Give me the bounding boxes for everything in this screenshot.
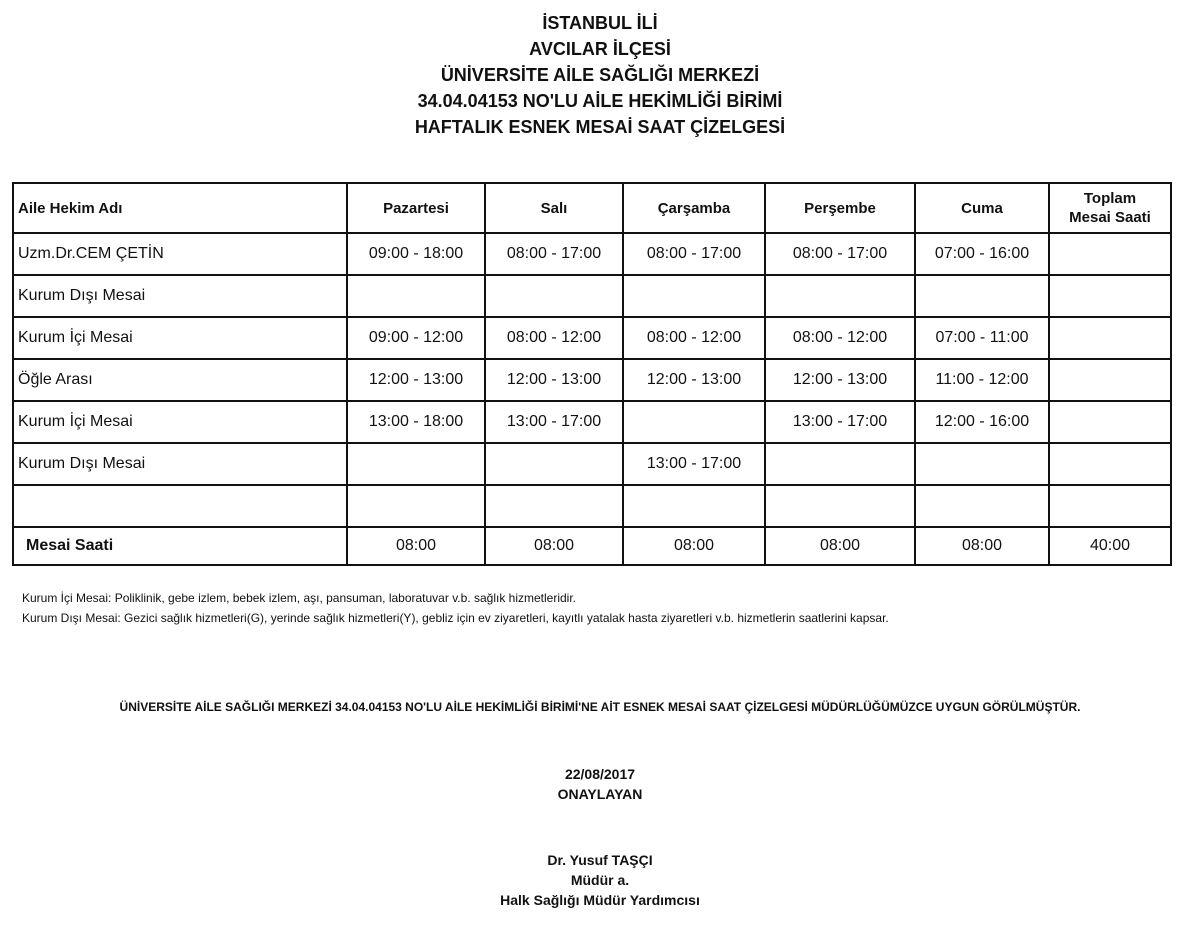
- table-row: [13, 317, 1171, 359]
- header-tuesday: Salı: [485, 183, 623, 233]
- header-center: ÜNİVERSİTE AİLE SAĞLIĞI MERKEZİ: [440, 65, 760, 85]
- table-row: [13, 443, 1171, 485]
- table-cell: [765, 443, 915, 485]
- table-cell: 08:00 - 17:00: [623, 233, 765, 275]
- table-row: [13, 401, 1171, 443]
- table-cell: 13:00 - 17:00: [765, 401, 915, 443]
- table-cell: 08:00: [623, 527, 765, 565]
- table-cell: [347, 275, 485, 317]
- row-label: Kurum İçi Mesai: [13, 401, 347, 443]
- header-name: Aile Hekim Adı: [13, 183, 347, 233]
- table-row: [13, 275, 1171, 317]
- row-label: [13, 485, 347, 527]
- table-cell: 12:00 - 13:00: [623, 359, 765, 401]
- table-cell: 09:00 - 18:00: [347, 233, 485, 275]
- row-label: Kurum İçi Mesai: [13, 317, 347, 359]
- row-total: [1049, 233, 1171, 275]
- table-cell: [915, 485, 1049, 527]
- row-label: Öğle Arası: [13, 359, 347, 401]
- header-total-line2: Mesai Saati: [1069, 209, 1151, 226]
- row-total: [1049, 359, 1171, 401]
- total-row-label: Mesai Saati: [13, 527, 347, 565]
- table-cell: 07:00 - 11:00: [915, 317, 1049, 359]
- footnotes: [22, 588, 889, 628]
- table-cell: 11:00 - 12:00: [915, 359, 1049, 401]
- table-cell: 09:00 - 12:00: [347, 317, 485, 359]
- approval-statement: ÜNİVERSİTE AİLE SAĞLIĞI MERKEZİ 34.04.04153 NO'LU AİLE HEKİMLİĞİ BİRİMİ'NE AİT ESNEK MESAİ SAAT ÇİZELGESİ MÜDÜRLÜĞÜMÜZCE UYGUN GÖRÜLMÜŞTÜR.: [119, 700, 1081, 714]
- table-cell: 08:00 - 17:00: [485, 233, 623, 275]
- table-cell: 08:00: [765, 527, 915, 565]
- signatory-name: Dr. Yusuf TAŞÇI: [547, 852, 653, 868]
- table-cell: [485, 443, 623, 485]
- row-total: [1049, 443, 1171, 485]
- document-header: [0, 10, 1200, 140]
- header-total-line1: Toplam: [1083, 190, 1137, 207]
- table-cell: [765, 275, 915, 317]
- table-cell: 12:00 - 13:00: [347, 359, 485, 401]
- approver-label: ONAYLAYAN: [557, 786, 643, 802]
- table-cell: 13:00 - 18:00: [347, 401, 485, 443]
- note-kurum-ici: Kurum İçi Mesai: Poliklinik, gebe izlem, bebek izlem, aşı, pansuman, laboratuvar v.b. sağlık hizmetleridir.: [22, 591, 577, 605]
- total-row: [13, 527, 1171, 565]
- table-cell: 13:00 - 17:00: [623, 443, 765, 485]
- header-friday: Cuma: [915, 183, 1049, 233]
- table-cell: 08:00: [347, 527, 485, 565]
- row-label: Kurum Dışı Mesai: [13, 443, 347, 485]
- table-cell: 08:00 - 12:00: [765, 317, 915, 359]
- table-cell: [347, 485, 485, 527]
- table-cell: [765, 485, 915, 527]
- grand-total: 40:00: [1049, 527, 1171, 565]
- table-row: [13, 233, 1171, 275]
- note-kurum-disi: Kurum Dışı Mesai: Gezici sağlık hizmetleri(G), yerinde sağlık hizmetleri(Y), gebliz için ev ziyaretleri, kayıtlı yatalak hasta ziyaretleri v.b. hizmetlerin saatlerini kapsar.: [22, 611, 889, 625]
- table-cell: 08:00: [485, 527, 623, 565]
- table-cell: [347, 443, 485, 485]
- header-unit: 34.04.04153 NO'LU AİLE HEKİMLİĞİ BİRİMİ: [417, 91, 783, 111]
- signatory-block: [0, 850, 1200, 910]
- table-cell: [485, 485, 623, 527]
- signatory-position: Halk Sağlığı Müdür Yardımcısı: [500, 892, 700, 908]
- approval-date: 22/08/2017: [564, 766, 636, 782]
- header-thursday: Perşembe: [765, 183, 915, 233]
- table-cell: 12:00 - 13:00: [765, 359, 915, 401]
- header-wednesday: Çarşamba: [623, 183, 765, 233]
- row-total: [1049, 485, 1171, 527]
- header-monday: Pazartesi: [347, 183, 485, 233]
- row-total: [1049, 401, 1171, 443]
- table-header-row: [13, 183, 1171, 233]
- table-cell: 13:00 - 17:00: [485, 401, 623, 443]
- table-cell: 08:00 - 12:00: [623, 317, 765, 359]
- table-cell: [623, 401, 765, 443]
- table-cell: 08:00 - 17:00: [765, 233, 915, 275]
- header-district: AVCILAR İLÇESİ: [529, 39, 671, 59]
- approval-block: [0, 764, 1200, 804]
- table-cell: [915, 275, 1049, 317]
- table-cell: 12:00 - 16:00: [915, 401, 1049, 443]
- table-cell: 07:00 - 16:00: [915, 233, 1049, 275]
- table-cell: [915, 443, 1049, 485]
- table-row: [13, 485, 1171, 527]
- header-title: HAFTALIK ESNEK MESAİ SAAT ÇİZELGESİ: [414, 117, 786, 137]
- row-total: [1049, 317, 1171, 359]
- row-label: Uzm.Dr.CEM ÇETİN: [13, 233, 347, 275]
- schedule-table: [12, 182, 1172, 566]
- table-cell: [623, 275, 765, 317]
- header-province: İSTANBUL İLİ: [542, 13, 658, 33]
- header-total: [1049, 183, 1171, 233]
- table-cell: 08:00: [915, 527, 1049, 565]
- table-cell: [623, 485, 765, 527]
- table-row: [13, 359, 1171, 401]
- signatory-title: Müdür a.: [570, 872, 630, 888]
- row-label: Kurum Dışı Mesai: [13, 275, 347, 317]
- table-cell: 12:00 - 13:00: [485, 359, 623, 401]
- table-cell: 08:00 - 12:00: [485, 317, 623, 359]
- row-total: [1049, 275, 1171, 317]
- table-cell: [485, 275, 623, 317]
